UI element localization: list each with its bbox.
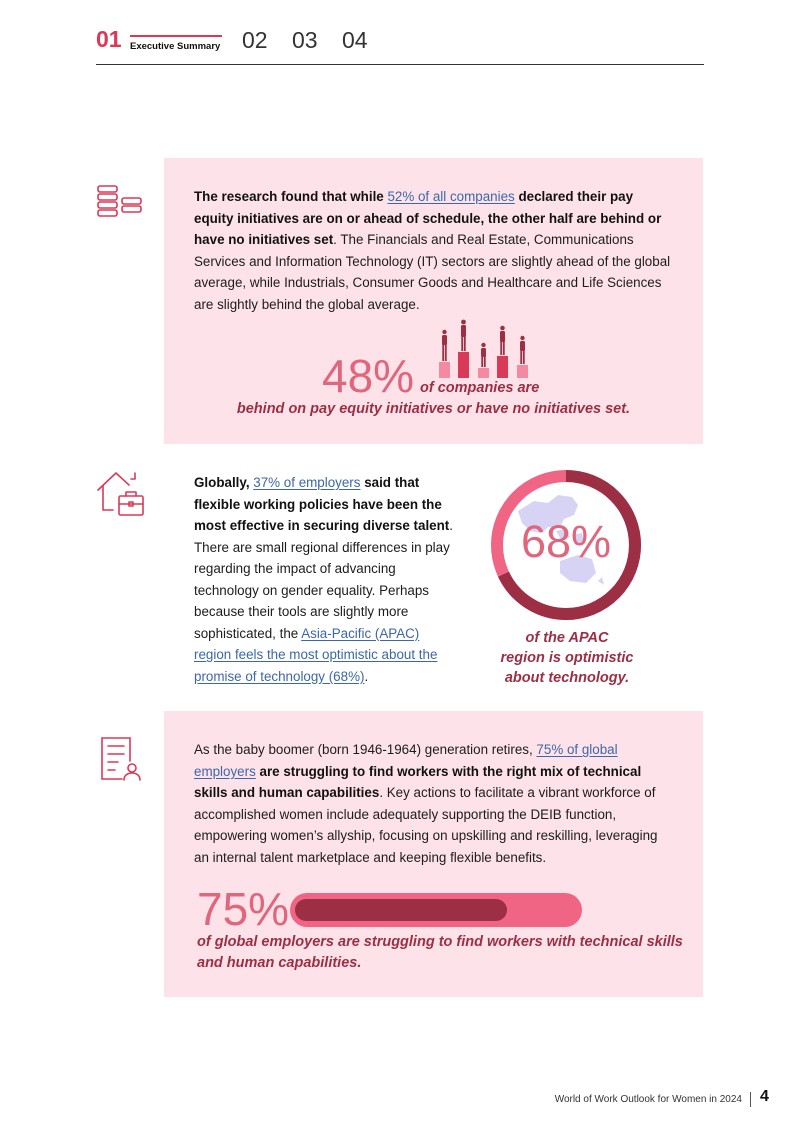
- people-on-bars-icon: [436, 318, 532, 378]
- skills-gap-progress-track: [290, 893, 582, 927]
- flexible-working-end: .: [364, 668, 369, 684]
- skills-gap-detail: . Key actions to facilitate a vibrant workforce of accomplished women include adequately supporting the DEIB function, empowering women’s allyship, focusing on upskilling and reskilling, leveraging an internal talent marketplace and keeping flexible benefits.: [194, 785, 658, 865]
- skills-gap-stat: 75%: [197, 883, 290, 935]
- footer-report-title: World of Work Outlook for Women in 2024: [554, 1094, 742, 1105]
- footer-divider: [750, 1092, 751, 1107]
- pay-equity-bold-intro: The research found that while: [194, 189, 388, 204]
- flexible-working-bold-finding: said that flexible working policies have been the most effective in securing diverse talent: [194, 475, 450, 533]
- coin-stacks-icon: [95, 184, 145, 220]
- apac-stat: 68%: [520, 516, 612, 567]
- nav-active-label[interactable]: Executive Summary: [130, 41, 221, 52]
- apac-caption-line-2: region is optimistic: [500, 650, 634, 666]
- pay-equity-detail: . The Financials and Real Estate, Communications Services and Information Technology (IT) sectors are slightly ahead of the global average, while Industrials, Consumer Goods and Healthcare and Life Sciences are slightly behind the global average.: [194, 232, 671, 312]
- global-employers-75-link[interactable]: 75% of global employers: [194, 742, 618, 779]
- flexible-working-detail: . There are small regional differences in play regarding the impact of advancing technology on gender equality. Perhaps because their tools are slightly more sophisticated, the: [194, 518, 453, 641]
- section-nav: [96, 22, 704, 65]
- skills-gap-intro: As the baby boomer (born 1946-1964) generation retires,: [194, 742, 537, 757]
- nav-active-number[interactable]: 01: [96, 26, 122, 52]
- pay-equity-bold-finding: declared their pay equity initiatives are on or ahead of schedule, the other half are behind or have no initiatives set: [194, 189, 662, 247]
- skills-gap-progress-fill: [295, 899, 507, 921]
- pay-equity-link[interactable]: 52% of all companies: [387, 189, 515, 204]
- flexible-working-bold-intro: Globally,: [194, 475, 254, 490]
- pay-equity-stat-caption-1: of companies are: [420, 380, 540, 396]
- apac-caption-line-1: of the APAC: [525, 630, 609, 646]
- skills-gap-stat-caption: of global employers are struggling to find workers with technical skills and human capabilities.: [197, 934, 683, 971]
- skills-gap-paragraph: [194, 739, 676, 868]
- apac-link[interactable]: Asia-Pacific (APAC) region feels the most optimistic about the promise of technology (68%): [194, 625, 438, 684]
- nav-active-underline: [130, 35, 222, 37]
- flexible-working-paragraph: [194, 472, 456, 687]
- apac-caption-line-3: about technology.: [504, 670, 630, 686]
- skills-gap-bold-finding: are struggling to find workers with the right mix of technical skills and human capabilities: [194, 763, 642, 800]
- nav-item-03[interactable]: 03: [292, 27, 318, 53]
- pay-equity-stat-caption-2: behind on pay equity initiatives or have no initiatives set.: [236, 401, 631, 417]
- pay-equity-stat: 48%: [322, 350, 415, 402]
- pay-equity-paragraph: [194, 186, 676, 315]
- document-person-icon: [98, 735, 142, 783]
- employers-37-link[interactable]: 37% of employers: [253, 475, 361, 490]
- home-briefcase-icon: [95, 468, 147, 520]
- apac-stat-caption: [476, 628, 658, 688]
- page-number: 4: [760, 1088, 769, 1105]
- nav-item-04[interactable]: 04: [342, 27, 368, 53]
- nav-item-02[interactable]: 02: [242, 27, 268, 53]
